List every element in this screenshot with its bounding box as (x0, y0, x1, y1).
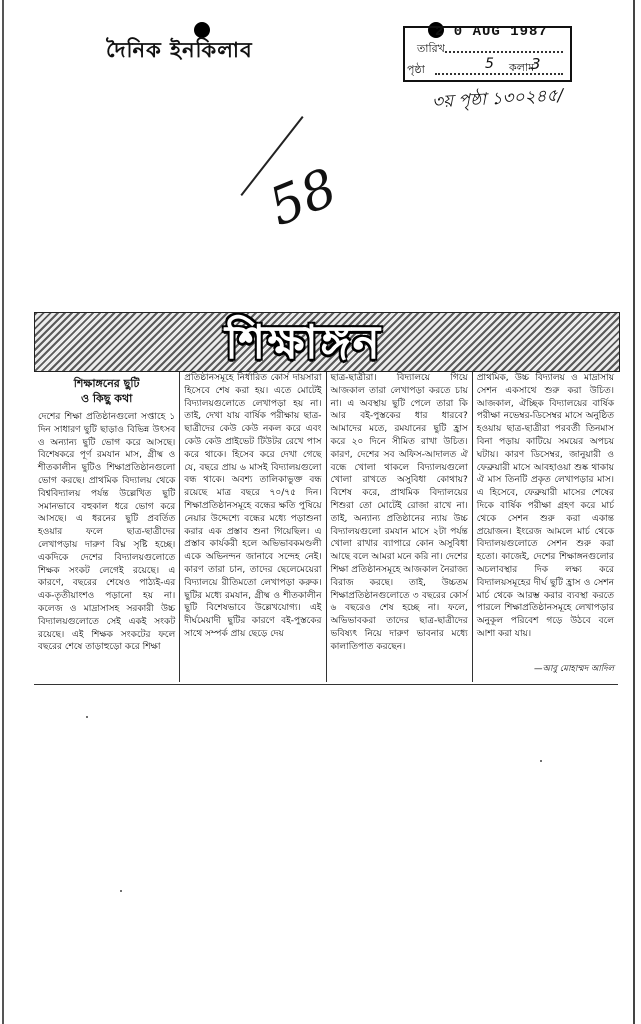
headline-line-2: ও কিছু কথা (80, 392, 133, 405)
stamp-page-value: 5 (485, 56, 494, 72)
newspaper-masthead: দৈনিক ইনকিলাব (106, 37, 253, 62)
stamp-page-label: পৃষ্ঠা (407, 63, 425, 76)
stamp-date: 2 0 AUG 1987 (435, 24, 548, 40)
column-1-text: দেশের শিক্ষা প্রতিষ্ঠানগুলো সপ্তাহে ১ দিন সাধারণ ছুটি ছাড়াও বিভিন্ন উৎসব ও অন্যান্য ছুটি ভোগ করে আসছে। বিশেষকরে পূর্ণ রমযান মাস, গ্রীষ্ম ও শীতকালীন ছুটিও শিক্ষাপ্রতিষ্ঠানগুলো ভোগ করছে। প্রাথমিক বিদ্যালয় থেকে বিশ্ববিদ্যালয় পর্যন্ত উল্লেখিত ছুটি সমানভাবে বহুকাল ধরে ভোগ করে আসছে। এ ধরনের ছুটি প্রবর্তিত হওয়ার ফলে ছাত্র-ছাত্রীদের লেখাপড়ায় দারুণ বিঘ্ন সৃষ্টি হচ্ছে। একদিকে দেশের বিদ্যালয়গুলোতে শিক্ষক সংকট লেগেই রয়েছে। এ কারণে, বছরের শেষেও পাঠ্যই-এর এক-তৃতীয়াংশও পড়ানো হয় না। কলেজ ও মাদ্রাসাসহ সরকারী উচ্চ বিদ্যালয়গুলোতে সেই একই সংকট রয়েছে। এই শিক্ষক সংকটের ফলে বছরের শেষে তাড়াহুড়ো করে শিক্ষা (38, 412, 176, 653)
handwritten-note: ৩য় পৃষ্ঠা ১৩০২৪৫/ (431, 85, 564, 113)
section-banner (34, 312, 620, 372)
page-edge-left (2, 0, 4, 1024)
article-column-1 (34, 372, 180, 682)
article-byline: —আবু মোহাম্মদ আদিল (533, 664, 614, 675)
stamp-column-value: 3 (531, 55, 541, 73)
article-column-3 (327, 372, 473, 682)
scan-speck (540, 760, 542, 762)
scan-speck (120, 890, 122, 892)
stamp-date-label: তারিখ (417, 42, 445, 55)
date-stamp (403, 26, 572, 82)
stamp-dotted-line (435, 72, 563, 75)
page-edge-right (633, 0, 635, 1024)
stamp-dotted-line (445, 50, 563, 53)
clipping-bottom-edge (34, 684, 618, 685)
column-3-text: ছাত্র-ছাত্রীরা। বিদ্যালয়ে গিয়ে আজকাল তারা লেখাপড়া করতে চায় না। এ অবস্থায় ছুটি পেলে তারা কি আর বই-পুস্তকের ধার ধারবে? আমাদের মতে, রমযানের ছুটি হ্রাস করে ২০ দিনে সীমিত রাখা উচিত। কারণ, দেশের সব অফিস-আদালত ঐ বন্ধে খোলা থাকলে বিদ্যালয়গুলো খোলা রাখতে অসুবিধা কোথায়? বিশেষ করে, প্রাথমিক বিদ্যালয়ের শিশুরা তো মোটেই রোজা রাখে না। তাই, অন্যান্য প্রতিষ্ঠানের ন্যায় উচ্চ বিদ্যালয়গুলো রমযান মাসে ২টা পর্যন্ত খোলা রাখার ব্যাপারে কোন অসুবিধা আছে বলে আমরা মনে করি না। দেশের শিক্ষা প্রতিষ্ঠানসমূহে আজকাল নৈরাজ্য বিরাজ করছে। তাই, উচ্চতম শিক্ষাপ্রতিষ্ঠানগুলোতে ৩ বছরের কোর্স ৬ বছরেও শেষ হচ্ছে না। ফলে, অভিভাবকরা তাদের ছাত্র-ছাত্রীদের ভবিষ্যৎ নিয়ে দারুণ ভাবনার মধ্যে কালাতিপাত করছেন। (330, 373, 468, 652)
newspaper-clipping (34, 312, 618, 686)
article-headline (38, 376, 175, 406)
section-title: শিক্ষাঙ্গন (225, 315, 382, 369)
stamp-column-label: কলাম (509, 61, 535, 74)
article-column-2 (180, 372, 326, 682)
article-column-4 (473, 372, 618, 682)
pencil-number: 58 (261, 157, 346, 239)
column-4-text: প্রাথমিক, উচ্চ বিদ্যালয় ও মাদ্রাসায় সেশন একসাথে শুরু করা উচিত। আজকাল, ঐচ্ছিক বিদ্যালয়ের বার্ষিক পরীক্ষা নভেম্বর-ডিসেম্বর মাসে অনুষ্ঠিত হওয়ায় ছাত্র-ছাত্রীরা পরবর্তী তিনমাস বিনা পড়ায় কাটিয়ে সময়ের অপচয় ঘটায়। কারণ ডিসেম্বর, জানুয়ারী ও ফেব্রুয়ারী মাসে আবহাওয়া শুষ্ক থাকায় ঐ মাস তিনটি প্রকৃত লেখাপড়ার মাস। এ হিসেবে, ফেব্রুয়ারী মাসের শেষের দিকে বার্ষিক পরীক্ষা গ্রহণ করে মার্চ থেকে সেশন শুরু করা একান্ত প্রয়োজন। ইংরেজ আমলে মার্চ থেকে বিদ্যালয়গুলোতে সেশন শুরু করা হতো। কাজেই, দেশের শিক্ষাঙ্গনগুলোর অচলাবস্থার দিক লক্ষ্য করে বিদ্যালয়সমূহের দীর্ঘ ছুটি হ্রাস ও সেশন মার্চ থেকে আরম্ভ করার ব্যবস্থা করতে পারলে শিক্ষাপ্রতিষ্ঠানসমূহে লেখাপড়ার অনুকূল পরিবেশ গড়ে উঠবে বলে আশা করা যায়। (476, 373, 614, 639)
column-2-text: প্রতিষ্ঠানসমূহে নির্ধারিত কোর্স দায়সারা হিসেবে শেষ করা হয়। এতে মোটেই বিদ্যালয়গুলোতে লেখাপড়া হয় না। তাই, দেখা যায় বার্ষিক পরীক্ষায় ছাত্র-ছাত্রীদের কেউ কেউ নকল করে এবং কেউ কেউ প্রাইভেট টিউটর রেখে পাস করে থাকে। হিসেব করে দেখা গেছে যে, বছরে প্রায় ৬ মাসই বিদ্যালয়গুলো বন্ধ থাকে। অবশ্য তালিকাভুক্ত বন্ধ রয়েছে মাত্র বছরে ৭০/৭৫ দিন। শিক্ষাপ্রতিষ্ঠানসমূহে বন্ধের ক্ষতি পুষিয়ে নেয়ার উদ্দেশ্যে বন্ধের মধ্যে পড়াশুনা করার এক প্রস্তাব শুনা গিয়েছিল। এ প্রস্তাব কার্যকরী হলে অভিভাবকমণ্ডলী একে অভিনন্দন জানাবে সন্দেহ নেই। কারণ তারা চান, তাদের ছেলেমেয়েরা বিদ্যালয়ে রীতিমতো লেখাপড়া করুক। ছুটির মধ্যে রমযান, গ্রীষ্ম ও শীতকালীন ছুটি বিশেষভাবে উল্লেখযোগ্য। এই দীর্ঘমেয়াদী ছুটির কারণে বই-পুস্তকের সাথে সম্পর্ক প্রায় ছেড়ে দেয় (184, 373, 322, 639)
article-columns (34, 372, 618, 682)
scan-speck (86, 716, 88, 718)
headline-line-1: শিক্ষাঙ্গনের ছুটি (73, 377, 140, 390)
